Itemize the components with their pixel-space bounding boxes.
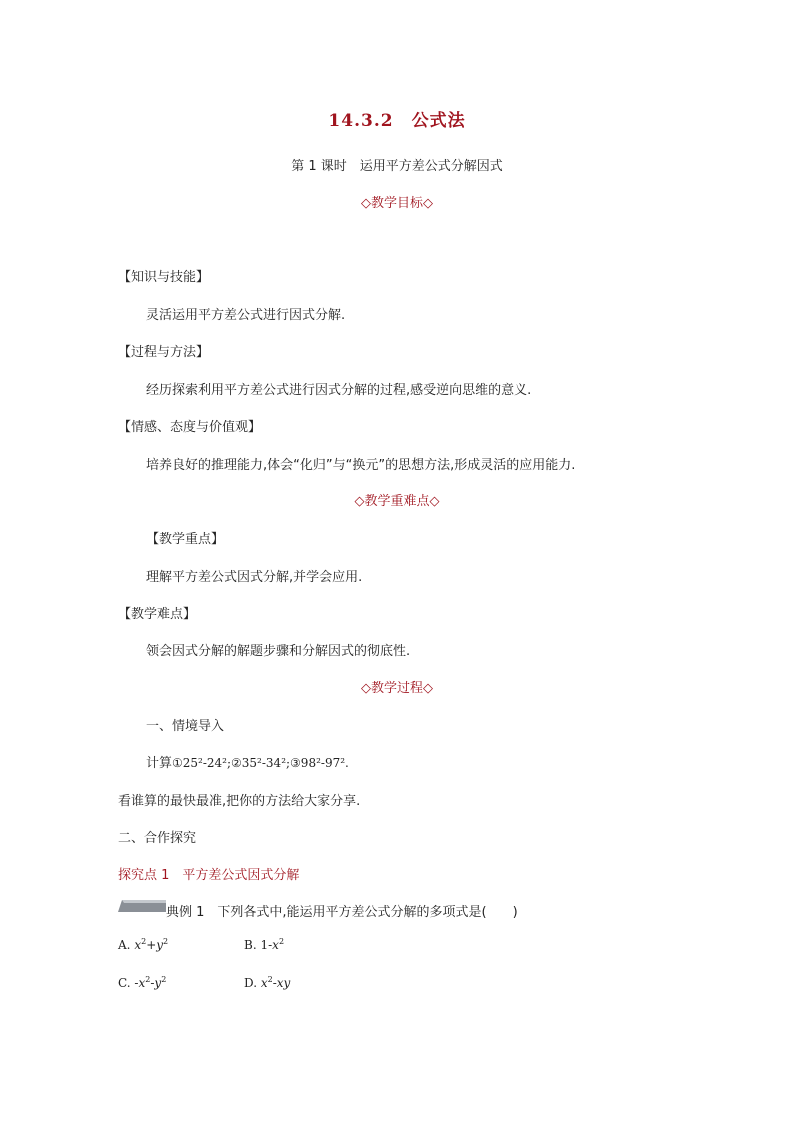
emotion-text: 培养良好的推理能力,体会“化归”与“换元”的思想方法,形成灵活的应用能力. bbox=[146, 458, 576, 473]
knowledge-heading: 【知识与技能】 bbox=[118, 270, 210, 285]
difficulty-text: 领会因式分解的解题步骤和分解因式的彻底性. bbox=[146, 644, 411, 659]
difficulty-heading: 【教学难点】 bbox=[118, 607, 197, 622]
option-a bbox=[118, 938, 168, 952]
intro-heading: 一、情境导入 bbox=[146, 719, 225, 734]
page-title: 14.3.2 公式法 bbox=[328, 111, 466, 131]
explore-point-title: 探究点 1 平方差公式因式分解 bbox=[118, 868, 300, 883]
process-method-text: 经历探索利用平方差公式进行因式分解的过程,感受逆向思维的意义. bbox=[146, 383, 532, 398]
section-objectives-title: ◇教学目标◇ bbox=[361, 196, 433, 211]
focus-heading: 【教学重点】 bbox=[146, 532, 225, 547]
option-a-label: A. bbox=[118, 938, 131, 952]
section-process-title: ◇教学过程◇ bbox=[361, 681, 433, 696]
page-subtitle: 第 1 课时 运用平方差公式分解因式 bbox=[291, 159, 503, 174]
calc-item-2: ②35²-34²; bbox=[231, 756, 291, 770]
focus-text: 理解平方差公式因式分解,并学会应用. bbox=[146, 570, 363, 585]
section-key-points-title: ◇教学重难点◇ bbox=[354, 494, 440, 509]
option-d bbox=[244, 976, 290, 990]
option-d-label: D. bbox=[244, 976, 258, 990]
option-b-expression: $1-x^2$ bbox=[260, 937, 285, 952]
knowledge-text: 灵活运用平方差公式进行因式分解. bbox=[146, 308, 346, 323]
process-method-heading: 【过程与方法】 bbox=[118, 345, 210, 360]
option-c bbox=[118, 976, 166, 990]
option-a-expression: $x^2+y^2$ bbox=[134, 937, 169, 952]
option-b bbox=[244, 938, 284, 952]
calc-item-1: ①25²-24²; bbox=[172, 756, 232, 770]
option-c-label: C. bbox=[118, 976, 131, 990]
explore-heading: 二、合作探究 bbox=[118, 831, 197, 846]
example-question: 典例 1 下列各式中,能运用平方差公式分解的多项式是( ) bbox=[166, 905, 518, 920]
example-banner-icon bbox=[118, 900, 166, 912]
calculation-line bbox=[146, 752, 349, 771]
share-text: 看谁算的最快最准,把你的方法给大家分享. bbox=[118, 794, 361, 809]
option-c-expression: $-x^2-y^2$ bbox=[134, 975, 167, 990]
calc-item-3: ③98²-97². bbox=[290, 756, 349, 770]
calc-prefix: 计算 bbox=[146, 756, 173, 771]
option-d-expression: $x^2-xy$ bbox=[260, 975, 291, 990]
option-b-label: B. bbox=[244, 938, 257, 952]
emotion-heading: 【情感、态度与价值观】 bbox=[118, 420, 262, 435]
